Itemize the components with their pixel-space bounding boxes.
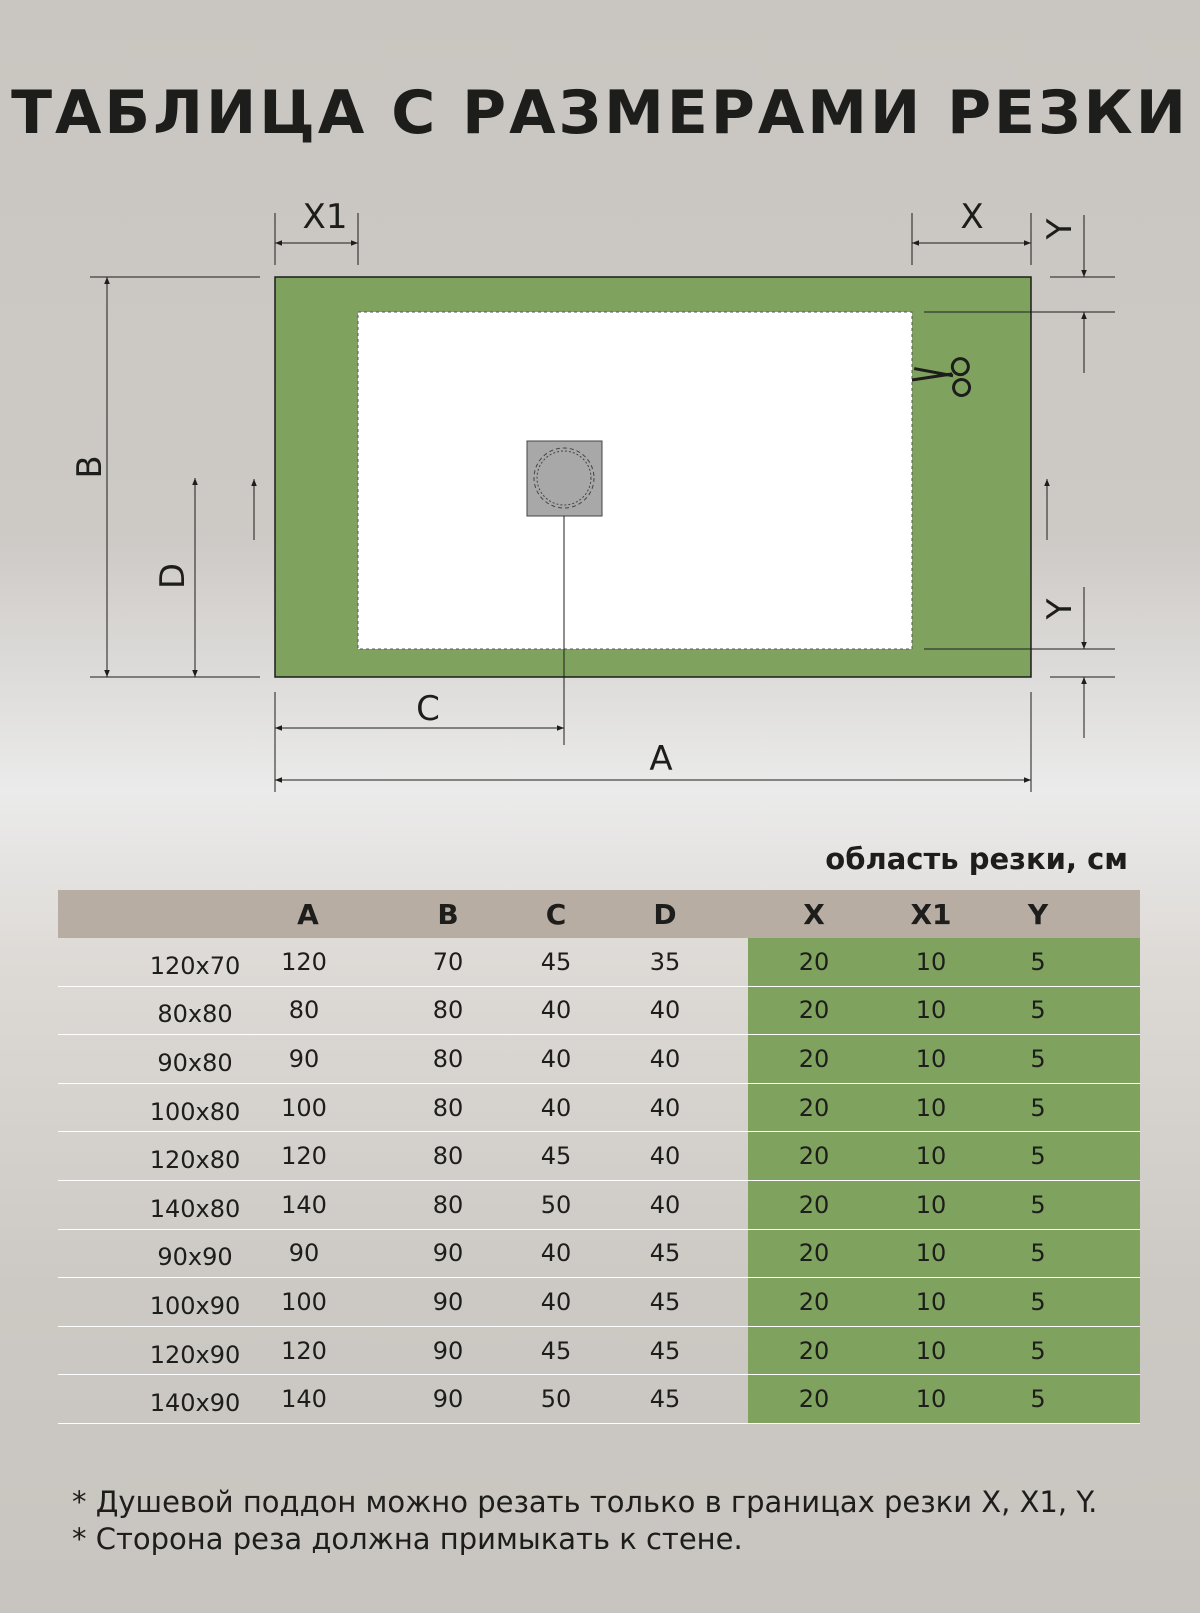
header-cell-x: X: [803, 897, 825, 931]
row-size: 90x90: [157, 1243, 233, 1272]
table-subtitle: область резки, см: [825, 842, 1128, 876]
table-row: [58, 1230, 1140, 1279]
row-size: 120x90: [149, 1340, 241, 1369]
cell-x1: 10: [915, 1287, 947, 1316]
cell-x: 20: [798, 1190, 830, 1219]
label-y-top: Y: [1040, 218, 1080, 240]
cell-a: 90: [288, 1239, 320, 1268]
label-x1: X1: [302, 197, 348, 237]
cell-a: 120: [281, 1142, 327, 1171]
cell-x: 20: [798, 1142, 830, 1171]
cell-b: 90: [432, 1287, 464, 1316]
row-size: 120x70: [149, 951, 241, 980]
page-title: ТАБЛИЦА С РАЗМЕРАМИ РЕЗКИ: [11, 78, 1189, 148]
cell-b: 90: [432, 1336, 464, 1365]
cell-d: 40: [649, 1044, 681, 1073]
label-a: A: [649, 739, 673, 779]
cell-y: 5: [1030, 1336, 1046, 1365]
table-row: [58, 1181, 1140, 1230]
cell-x1: 10: [915, 996, 947, 1025]
table-body: [58, 938, 1140, 1424]
cell-x1: 10: [915, 1093, 947, 1122]
table-row: [58, 987, 1140, 1036]
cell-x: 20: [798, 1287, 830, 1316]
cell-c: 50: [540, 1190, 572, 1219]
row-size: 140x90: [149, 1389, 241, 1418]
cell-c: 40: [540, 1287, 572, 1316]
cell-x1: 10: [915, 1336, 947, 1365]
cell-x1: 10: [915, 1044, 947, 1073]
label-d: D: [153, 562, 193, 590]
cell-y: 5: [1030, 1385, 1046, 1414]
cell-c: 45: [540, 947, 572, 976]
cell-a: 140: [281, 1385, 327, 1414]
table-row: [58, 1327, 1140, 1376]
cell-a: 90: [288, 1044, 320, 1073]
cell-b: 90: [432, 1239, 464, 1268]
header-cell-name: [58, 890, 258, 938]
cell-y: 5: [1030, 1093, 1046, 1122]
row-size: 120x80: [149, 1146, 241, 1175]
cell-c: 40: [540, 1239, 572, 1268]
cell-b: 70: [432, 947, 464, 976]
cell-d: 35: [649, 947, 681, 976]
cell-d: 45: [649, 1385, 681, 1414]
cell-a: 100: [281, 1287, 327, 1316]
row-size: 80x80: [157, 1000, 233, 1029]
cell-x1: 10: [915, 1190, 947, 1219]
cell-x1: 10: [915, 947, 947, 976]
cell-d: 40: [649, 1190, 681, 1219]
cell-b: 80: [432, 1190, 464, 1219]
cell-y: 5: [1030, 1287, 1046, 1316]
cell-b: 80: [432, 1044, 464, 1073]
cell-y: 5: [1030, 1190, 1046, 1219]
cell-y: 5: [1030, 1142, 1046, 1171]
header-cell-b: B: [437, 897, 459, 931]
cell-y: 5: [1030, 996, 1046, 1025]
header-cell-x1: X1: [910, 897, 952, 931]
notes: [72, 1484, 1097, 1558]
cell-y: 5: [1030, 1044, 1046, 1073]
cell-b: 80: [432, 1093, 464, 1122]
cell-x1: 10: [915, 1142, 947, 1171]
table-row: [58, 938, 1140, 987]
cell-d: 40: [649, 1142, 681, 1171]
table-row: [58, 1375, 1140, 1424]
header-cell-d: D: [653, 897, 677, 931]
cell-y: 5: [1030, 947, 1046, 976]
cell-c: 45: [540, 1142, 572, 1171]
table-row: [58, 1278, 1140, 1327]
cell-b: 90: [432, 1385, 464, 1414]
cell-c: 45: [540, 1336, 572, 1365]
table-row: [58, 1084, 1140, 1133]
cell-x: 20: [798, 1385, 830, 1414]
cell-d: 45: [649, 1336, 681, 1365]
cell-c: 40: [540, 996, 572, 1025]
cell-d: 45: [649, 1287, 681, 1316]
table-row: [58, 1132, 1140, 1181]
cell-x1: 10: [915, 1239, 947, 1268]
tray-inner-area: [358, 312, 912, 649]
cell-d: 45: [649, 1239, 681, 1268]
cell-a: 100: [281, 1093, 327, 1122]
cell-y: 5: [1030, 1239, 1046, 1268]
drain-icon: [527, 441, 602, 516]
cell-b: 80: [432, 1142, 464, 1171]
table-row: [58, 1035, 1140, 1084]
cell-x: 20: [798, 996, 830, 1025]
label-c: C: [416, 689, 440, 729]
cell-x: 20: [798, 1093, 830, 1122]
note-line: * Душевой поддон можно резать только в границах резки X, X1, Y.: [72, 1485, 1098, 1519]
cell-a: 80: [288, 996, 320, 1025]
label-x: X: [960, 197, 984, 237]
cutting-diagram: [0, 0, 1200, 800]
cell-c: 40: [540, 1093, 572, 1122]
row-size: 90x80: [157, 1048, 233, 1077]
header-cell-c: C: [545, 897, 567, 931]
header-cell-y: Y: [1027, 897, 1049, 931]
cell-a: 140: [281, 1190, 327, 1219]
cell-x: 20: [798, 1239, 830, 1268]
header-cell-a: A: [297, 897, 319, 931]
note-line: * Сторона реза должна примыкать к стене.: [72, 1522, 743, 1556]
cell-x: 20: [798, 1044, 830, 1073]
cell-x1: 10: [915, 1385, 947, 1414]
label-b: B: [70, 455, 110, 479]
row-size: 100x90: [149, 1291, 241, 1320]
label-y-bottom: Y: [1040, 598, 1080, 620]
table-header-row: [58, 890, 1140, 938]
cell-b: 80: [432, 996, 464, 1025]
cell-x: 20: [798, 947, 830, 976]
cell-d: 40: [649, 1093, 681, 1122]
cell-x: 20: [798, 1336, 830, 1365]
cell-c: 40: [540, 1044, 572, 1073]
row-size: 100x80: [149, 1097, 241, 1126]
cell-d: 40: [649, 996, 681, 1025]
cell-a: 120: [281, 947, 327, 976]
row-size: 140x80: [149, 1194, 241, 1223]
sizes-table: [58, 890, 1140, 1424]
cell-c: 50: [540, 1385, 572, 1414]
cell-a: 120: [281, 1336, 327, 1365]
